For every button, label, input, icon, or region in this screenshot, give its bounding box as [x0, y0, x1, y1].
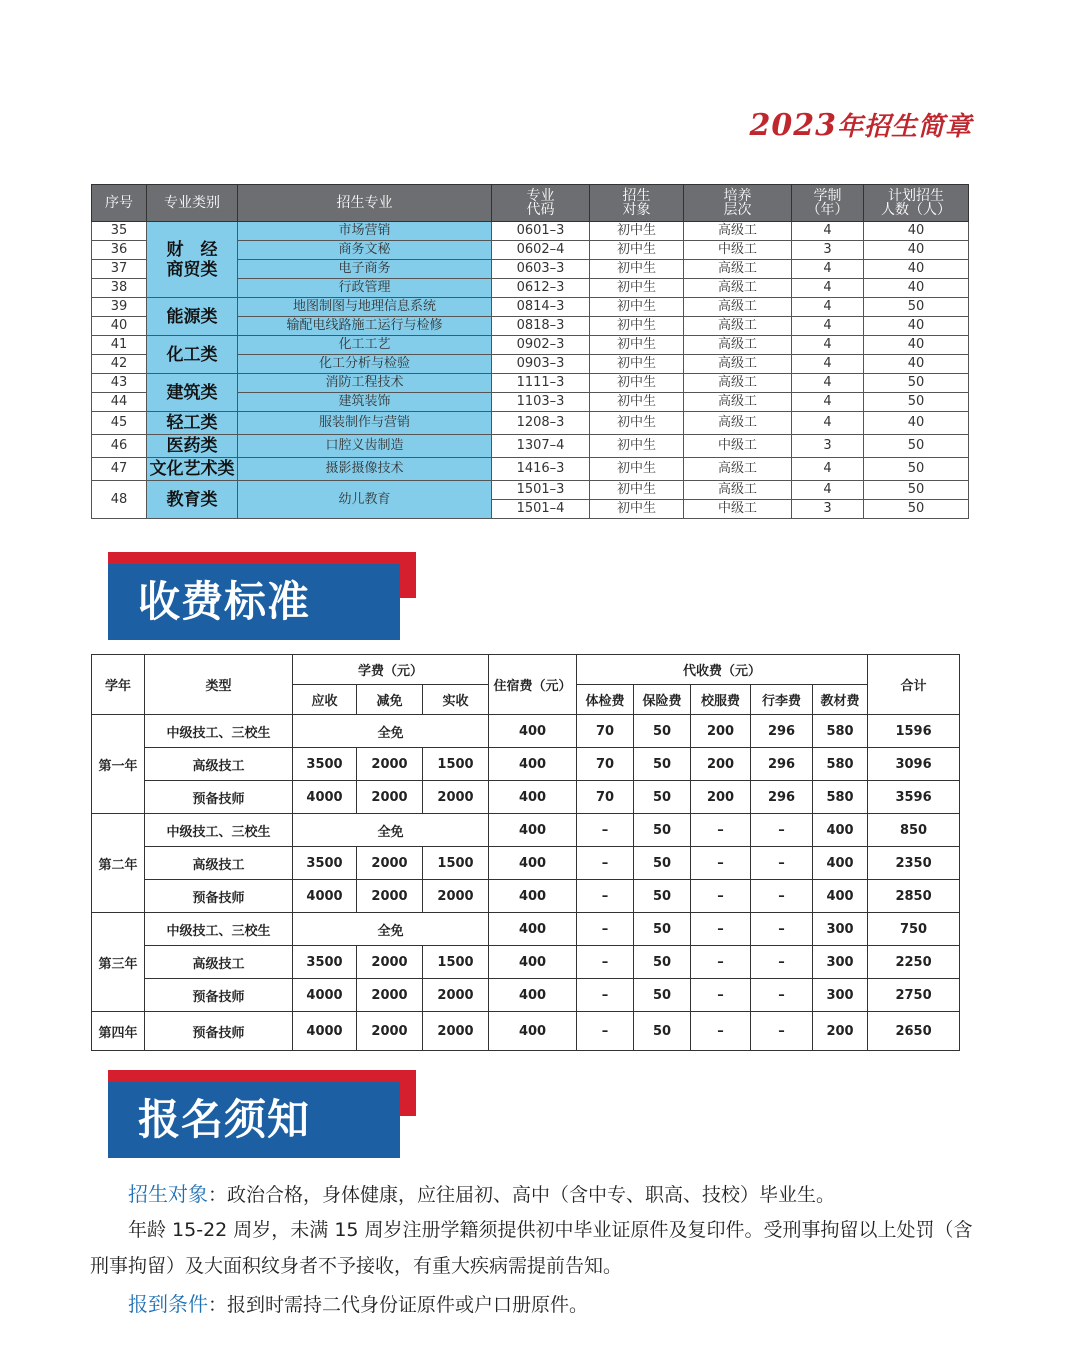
table-row: 高级技工 3500 2000 1500 400 – 50 – – 300 2250: [92, 946, 960, 979]
header-code: 专业 代码: [492, 185, 590, 222]
table-row: 1501–4 初中生 中级工 3 50: [92, 500, 969, 519]
fee-section-banner: [108, 552, 416, 640]
notice-section-banner: [108, 1070, 416, 1158]
header-major: 招生专业: [238, 185, 492, 222]
category-cell: 化工类: [147, 336, 238, 374]
table-row: 37 电子商务 0603–3 初中生 高级工 4 40: [92, 260, 969, 279]
header-target: 招生 对象: [590, 185, 684, 222]
header-plan: 计划招生 人数（人）: [864, 185, 969, 222]
table-row: 第一年 中级技工、三校生 全免 400 70 50 200 296 580 1596: [92, 715, 960, 748]
category-cell: 能源类: [147, 298, 238, 336]
table-row: 43 建筑类 消防工程技术 1111–3 初中生 高级工 4 50: [92, 374, 969, 393]
table-row: 第二年 中级技工、三校生 全免 400 – 50 – – 400 850: [92, 814, 960, 847]
fees-header-row: 学年 类型 学费（元） 住宿费（元） 代收费（元） 合计: [92, 655, 960, 685]
header-no: 序号: [92, 185, 147, 222]
table-row: 46 医药类 口腔义齿制造 1307–4 初中生 中级工 3 50: [92, 435, 969, 458]
section-title: 报名须知: [138, 1095, 311, 1144]
brochure-title: 2023年招生简章: [749, 108, 972, 143]
category-cell: 文化艺术类: [147, 458, 238, 481]
table-row: 高级技工 3500 2000 1500 400 – 50 – – 400 2350: [92, 847, 960, 880]
fees-table: [91, 654, 960, 1051]
table-row: 高级技工 3500 2000 1500 400 70 50 200 296 580 3096: [92, 748, 960, 781]
category-cell: 建筑类: [147, 374, 238, 412]
section-title: 收费标准: [138, 577, 311, 626]
table-row: 第三年 中级技工、三校生 全免 400 – 50 – – 300 750: [92, 913, 960, 946]
table-row: 预备技师 4000 2000 2000 400 – 50 – – 400 2850: [92, 880, 960, 913]
table-row: 48 教育类 幼儿教育 1501–3 初中生 高级工 4 50: [92, 481, 969, 500]
table-row: 35 财 经 商贸类 市场营销 0601–3 初中生 高级工 4 40: [92, 222, 969, 241]
table-row: 45 轻工类 服装制作与营销 1208–3 初中生 高级工 4 40: [92, 412, 969, 435]
notice-report-label: 报到条件: [128, 1292, 208, 1316]
category-cell: 教育类: [147, 481, 238, 519]
table-row: 36 商务文秘 0602–4 初中生 中级工 3 40: [92, 241, 969, 260]
table-row: 47 文化艺术类 摄影摄像技术 1416–3 初中生 高级工 4 50: [92, 458, 969, 481]
table-row: 预备技师 4000 2000 2000 400 70 50 200 296 580 3596: [92, 781, 960, 814]
category-cell: 财 经 商贸类: [147, 222, 238, 298]
header-category: 专业类别: [147, 185, 238, 222]
notice-report-paragraph: 报到条件：报到时需持二代身份证原件或户口册原件。: [128, 1292, 589, 1316]
table-row: 44 建筑装饰 1103–3 初中生 高级工 4 50: [92, 393, 969, 412]
majors-table: [91, 184, 969, 519]
majors-header-row: [92, 185, 969, 222]
table-row: 38 行政管理 0612–3 初中生 高级工 4 40: [92, 279, 969, 298]
table-row: 41 化工类 化工工艺 0902–3 初中生 高级工 4 40: [92, 336, 969, 355]
table-row: 39 能源类 地图制图与地理信息系统 0814–3 初中生 高级工 4 50: [92, 298, 969, 317]
header-years: 学制 （年）: [792, 185, 864, 222]
notice-target-label: 招生对象: [128, 1182, 208, 1206]
notice-target-paragraph: 招生对象：政治合格，身体健康，应往届初、高中（含中专、职高、技校）毕业生。: [128, 1182, 836, 1206]
header-level: 培养 层次: [684, 185, 792, 222]
category-cell: 医药类: [147, 435, 238, 458]
table-row: 第四年 预备技师 4000 2000 2000 400 – 50 – – 200 2650: [92, 1012, 960, 1051]
table-row: 42 化工分析与检验 0903–3 初中生 高级工 4 40: [92, 355, 969, 374]
table-row: 40 输配电线路施工运行与检修 0818–3 初中生 高级工 4 40: [92, 317, 969, 336]
table-row: 预备技师 4000 2000 2000 400 – 50 – – 300 2750: [92, 979, 960, 1012]
notice-age-paragraph: 年龄 15-22 周岁，未满 15 周岁注册学籍须提供初中毕业证原件及复印件。受刑事拘留以上处罚（含刑事拘留）及大面积纹身者不予接收，有重大疾病需提前告知。: [90, 1219, 973, 1277]
category-cell: 轻工类: [147, 412, 238, 435]
fees-subheader-row: 应收 减免 实收 体检费 保险费 校服费 行李费 教材费: [92, 685, 960, 715]
